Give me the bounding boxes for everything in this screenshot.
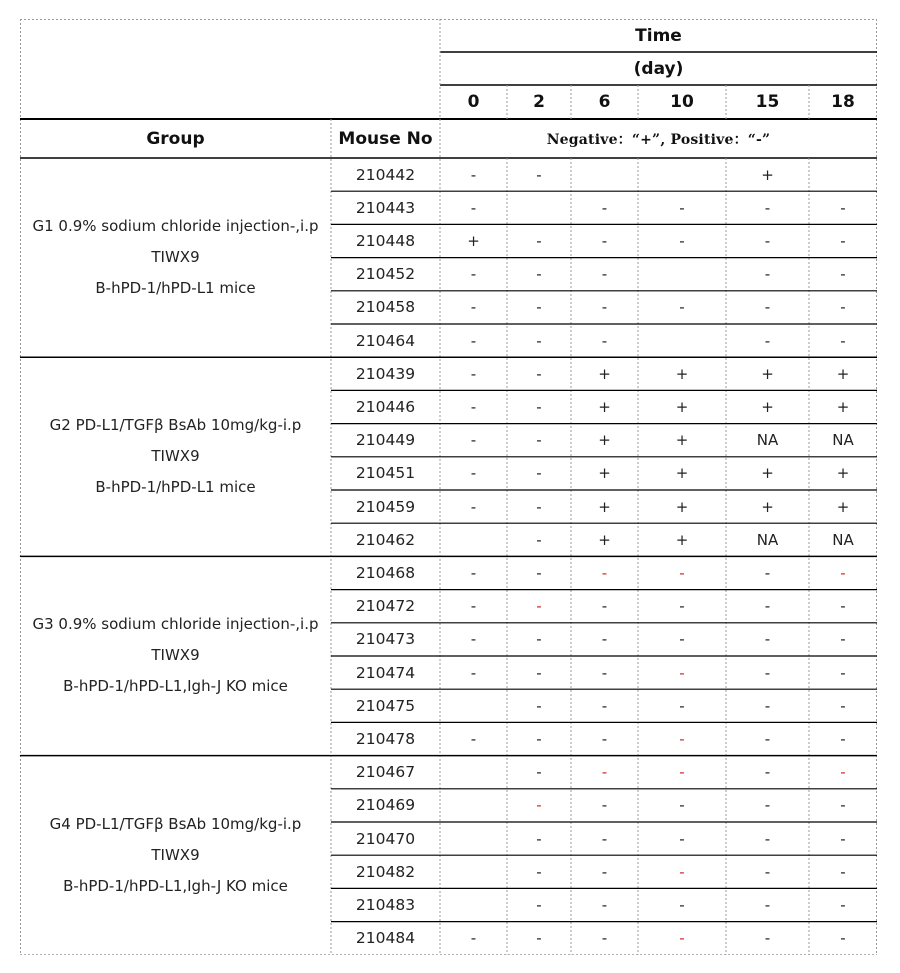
result-cell xyxy=(638,258,726,291)
result-cell: - xyxy=(536,630,542,649)
mouse-id: 210449 xyxy=(355,431,416,450)
result-cell: - xyxy=(840,198,846,217)
result-cell: - xyxy=(536,597,542,616)
result-cell: - xyxy=(679,895,685,914)
result-cell: + xyxy=(836,364,850,383)
group-description-line: G4 PD-L1/TGFβ BsAb 10mg/kg-i.p xyxy=(49,814,302,833)
result-cell: - xyxy=(679,729,685,748)
result-cell: - xyxy=(764,630,771,649)
result-cell: + xyxy=(598,397,611,416)
result-cell: - xyxy=(536,165,542,184)
group-description-line: TIWX9 xyxy=(151,646,200,665)
mouse-id: 210483 xyxy=(355,895,416,914)
result-cell: - xyxy=(679,763,685,782)
result-cell: - xyxy=(536,796,542,815)
result-cell: - xyxy=(536,497,542,516)
group-description-line: G1 0.9% sodium chloride injection-,i.p xyxy=(32,217,319,236)
mouse-id: 210475 xyxy=(355,696,416,715)
result-cell: - xyxy=(470,298,477,317)
mouse-id: 210482 xyxy=(355,862,416,881)
result-cell: - xyxy=(470,729,477,748)
mouse-id: 210473 xyxy=(355,630,416,649)
day-header-cell: 2 xyxy=(533,92,545,112)
result-cell xyxy=(638,158,726,191)
mouse-id: 210446 xyxy=(355,397,416,416)
group-description-line: TIWX9 xyxy=(151,447,200,466)
result-cell: - xyxy=(601,829,608,848)
mouse-id: 210478 xyxy=(355,729,416,748)
result-cell: - xyxy=(601,231,608,250)
result-cell: - xyxy=(536,563,542,582)
result-cell: - xyxy=(601,597,608,616)
result-cell: - xyxy=(679,231,685,250)
result-cell: - xyxy=(840,895,846,914)
result-cell: - xyxy=(536,729,542,748)
result-cell: - xyxy=(764,663,771,682)
result-cell: - xyxy=(764,862,771,881)
result-cell: - xyxy=(601,663,608,682)
mouse-id: 210474 xyxy=(355,663,416,682)
result-cell: - xyxy=(764,298,771,317)
result-cell: + xyxy=(836,397,850,416)
result-cell xyxy=(440,689,507,722)
result-cell: + xyxy=(836,464,850,483)
result-cell xyxy=(440,888,507,921)
result-cell: - xyxy=(840,729,846,748)
result-cell: + xyxy=(675,530,689,549)
result-cell: - xyxy=(764,895,771,914)
result-cell: - xyxy=(470,464,477,483)
result-cell: - xyxy=(470,397,477,416)
result-cell: - xyxy=(536,696,542,715)
result-cell: NA xyxy=(832,530,854,549)
mouse-id: 210467 xyxy=(355,763,416,782)
result-cell: + xyxy=(598,530,611,549)
mouse-id: 210472 xyxy=(355,597,416,616)
result-cell: - xyxy=(679,630,685,649)
result-cell: NA xyxy=(756,431,779,450)
result-cell: - xyxy=(764,597,771,616)
result-cell: NA xyxy=(756,530,779,549)
result-cell: - xyxy=(601,563,608,582)
group-description-line: TIWX9 xyxy=(151,845,200,864)
day-header-cell: 0 xyxy=(467,92,480,112)
day-unit-header: (day) xyxy=(633,58,684,79)
result-cell: - xyxy=(679,298,685,317)
result-cell: - xyxy=(601,265,608,284)
group-description xyxy=(20,756,331,955)
result-cell: + xyxy=(761,165,774,184)
result-cell xyxy=(638,324,726,357)
day-header-cell: 6 xyxy=(598,92,611,112)
result-cell: - xyxy=(840,630,846,649)
result-cell: - xyxy=(601,198,608,217)
result-cell xyxy=(571,158,638,191)
result-cell: - xyxy=(536,895,542,914)
result-cell: - xyxy=(536,364,542,383)
mouse-id: 210448 xyxy=(355,231,416,250)
result-cell: - xyxy=(764,696,771,715)
result-cell: + xyxy=(836,497,850,516)
result-cell: - xyxy=(764,563,771,582)
result-cell: - xyxy=(601,763,608,782)
result-cell: - xyxy=(536,298,542,317)
group-description-line: B-hPD-1/hPD-L1 mice xyxy=(95,478,256,497)
result-cell: + xyxy=(467,231,480,250)
result-cell: - xyxy=(536,231,542,250)
result-cell: - xyxy=(764,763,771,782)
result-cell: - xyxy=(536,530,542,549)
result-cell: - xyxy=(470,165,477,184)
result-cell xyxy=(440,855,507,888)
mouse-id: 210469 xyxy=(355,796,416,815)
result-cell: - xyxy=(536,265,542,284)
result-cell: - xyxy=(470,331,477,350)
result-cell: - xyxy=(840,663,846,682)
mouse-id: 210484 xyxy=(355,929,416,948)
mouse-id: 210439 xyxy=(355,364,416,383)
result-cell: - xyxy=(536,431,542,450)
group-description xyxy=(20,357,331,556)
result-cell: - xyxy=(601,696,608,715)
result-cell: - xyxy=(470,663,477,682)
result-cell xyxy=(507,191,571,224)
result-cell: - xyxy=(601,929,608,948)
mouse-column-header: Mouse No xyxy=(338,128,433,149)
group-description-line: TIWX9 xyxy=(151,248,200,267)
result-cell: - xyxy=(470,265,477,284)
result-cell: - xyxy=(470,563,477,582)
mouse-id: 210452 xyxy=(355,265,416,284)
mouse-id: 210468 xyxy=(355,563,416,582)
result-cell: - xyxy=(679,563,685,582)
result-cell: - xyxy=(470,198,477,217)
result-cell: - xyxy=(840,763,846,782)
result-cell: - xyxy=(840,563,846,582)
result-cell: - xyxy=(840,231,846,250)
mouse-id: 210470 xyxy=(355,829,416,848)
result-cell: - xyxy=(536,763,542,782)
mouse-id: 210464 xyxy=(355,331,416,350)
result-cell: - xyxy=(470,497,477,516)
mouse-id: 210443 xyxy=(355,198,416,217)
result-cell: + xyxy=(761,397,774,416)
group-description xyxy=(20,556,331,755)
result-cell: - xyxy=(840,696,846,715)
result-cell: - xyxy=(536,929,542,948)
result-cell: - xyxy=(840,929,846,948)
result-cell: - xyxy=(679,929,685,948)
result-cell: - xyxy=(470,597,477,616)
result-cell xyxy=(440,756,507,789)
result-cell: - xyxy=(679,696,685,715)
result-cell: + xyxy=(675,397,689,416)
group-description-line: B-hPD-1/hPD-L1,Igh-J KO mice xyxy=(63,876,288,895)
result-cell: + xyxy=(761,497,774,516)
result-cell: - xyxy=(601,630,608,649)
result-cell: - xyxy=(764,265,771,284)
result-cell: - xyxy=(601,331,608,350)
result-cell: - xyxy=(470,364,477,383)
result-cell: - xyxy=(601,298,608,317)
group-description xyxy=(20,158,331,357)
day-header-cell: 15 xyxy=(755,92,780,112)
result-cell: - xyxy=(764,829,771,848)
result-cell: + xyxy=(598,364,611,383)
result-cell: - xyxy=(679,198,685,217)
result-cell: - xyxy=(764,331,771,350)
result-cell: - xyxy=(536,663,542,682)
result-cell: - xyxy=(601,862,608,881)
result-cell: - xyxy=(536,829,542,848)
result-cell: - xyxy=(679,829,685,848)
result-cell: + xyxy=(675,497,689,516)
result-cell: - xyxy=(840,862,846,881)
mouse-id: 210459 xyxy=(355,497,416,516)
result-cell: + xyxy=(675,364,689,383)
legend-note: Negative：“+”, Positive：“-” xyxy=(546,131,771,148)
result-cell xyxy=(809,158,877,191)
result-cell: - xyxy=(840,265,846,284)
result-cell xyxy=(440,789,507,822)
result-cell: + xyxy=(598,497,611,516)
result-cell: NA xyxy=(832,431,854,450)
mouse-id: 210462 xyxy=(355,530,416,549)
result-cell: - xyxy=(764,796,771,815)
result-cell: - xyxy=(470,431,477,450)
result-cell: - xyxy=(601,729,608,748)
result-cell: - xyxy=(840,796,846,815)
result-cell: - xyxy=(601,895,608,914)
result-cell: - xyxy=(840,829,846,848)
result-cell: - xyxy=(764,198,771,217)
result-cell: - xyxy=(764,729,771,748)
result-cell: + xyxy=(761,464,774,483)
result-cell: - xyxy=(470,630,477,649)
result-cell: - xyxy=(679,663,685,682)
result-cell xyxy=(440,523,507,556)
group-description-line: B-hPD-1/hPD-L1 mice xyxy=(95,279,256,298)
result-cell: - xyxy=(840,331,846,350)
result-cell: - xyxy=(601,796,608,815)
result-cell: - xyxy=(840,298,846,317)
mouse-id: 210451 xyxy=(355,464,416,483)
result-cell: - xyxy=(764,231,771,250)
results-table xyxy=(20,19,877,955)
time-header: Time xyxy=(635,25,682,46)
result-cell xyxy=(440,822,507,855)
group-description-line: G2 PD-L1/TGFβ BsAb 10mg/kg-i.p xyxy=(49,416,302,435)
result-cell: - xyxy=(679,862,685,881)
mouse-id: 210458 xyxy=(355,298,416,317)
result-cell: - xyxy=(536,331,542,350)
result-cell: - xyxy=(840,597,846,616)
result-cell: - xyxy=(536,397,542,416)
group-column-header: Group xyxy=(146,128,205,149)
result-cell: + xyxy=(761,364,774,383)
result-cell: - xyxy=(679,597,685,616)
result-cell: - xyxy=(470,929,477,948)
group-description-line: B-hPD-1/hPD-L1,Igh-J KO mice xyxy=(63,677,288,696)
result-cell: - xyxy=(536,862,542,881)
result-cell: + xyxy=(598,464,611,483)
day-header-cell: 18 xyxy=(831,92,855,112)
result-cell: - xyxy=(679,796,685,815)
mouse-id: 210442 xyxy=(355,165,416,184)
result-cell: + xyxy=(675,431,689,450)
result-cell: + xyxy=(598,431,611,450)
day-header-cell: 10 xyxy=(670,92,694,112)
result-cell: - xyxy=(764,929,771,948)
result-cell: - xyxy=(536,464,542,483)
group-description-line: G3 0.9% sodium chloride injection-,i.p xyxy=(32,615,319,634)
result-cell: + xyxy=(675,464,689,483)
